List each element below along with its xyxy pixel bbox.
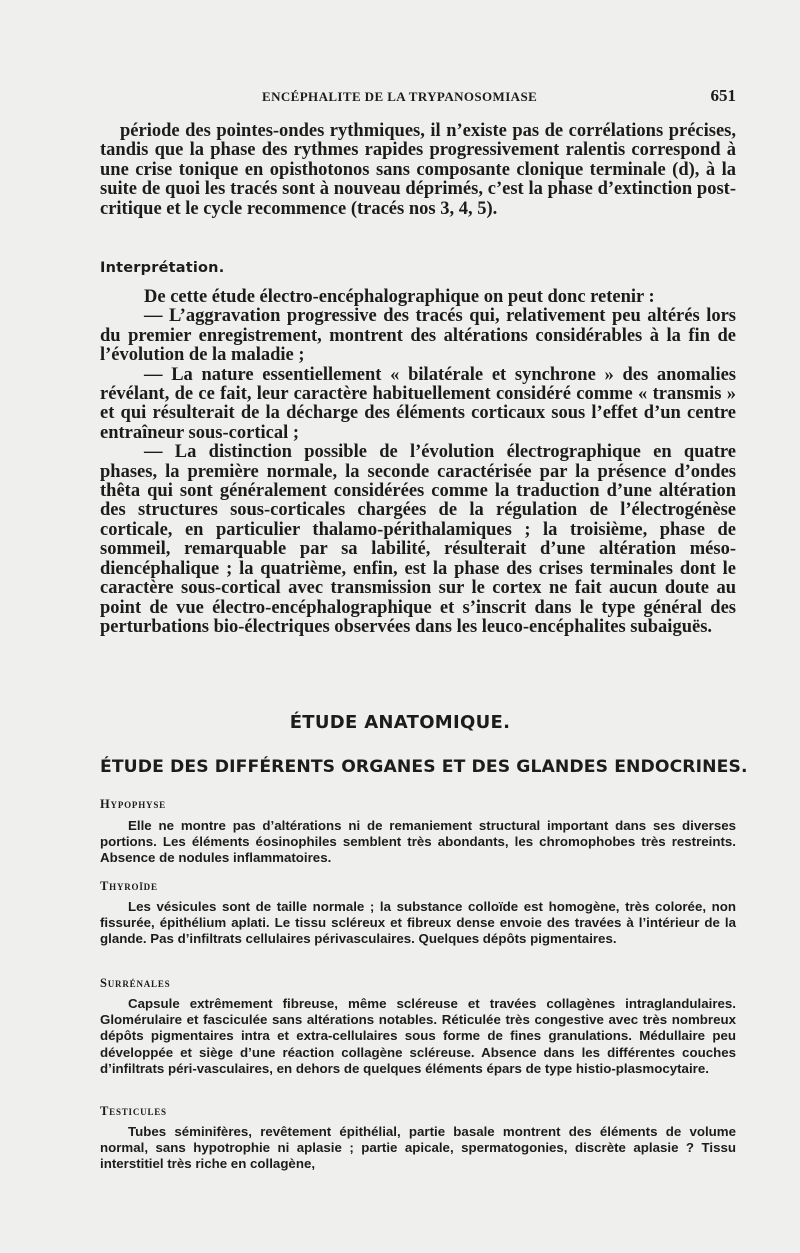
interpretation-point-1: — L’aggravation progressive des tracés qui, relativement peu altérés lors du premier enregistrement, montrent des altérations considérables à la fin de l’évolution de la maladie ; — [100, 306, 736, 366]
organ-text-testicules — [100, 1124, 736, 1173]
interpretation-point-2: — La nature essentiellement « bilatérale et synchrone » des anomalies révélant, de ce fait, leur caractère habituellement considéré comme « transmis » et qui résulterait de la décharge des éléments corticaux sous l’effet d’un centre entraîneur sous-cortical ; — [100, 364, 736, 443]
subsection-title: ÉTUDE DES DIFFÉRENTS ORGANES ET DES GLANDES ENDOCRINES. — [100, 757, 748, 777]
section-title: ÉTUDE ANATOMIQUE. — [289, 712, 511, 733]
intro-text: période des pointes-ondes rythmiques, il n’existe pas de corrélations précises, tandis que la phase des rythmes rapides progressivement ralentis correspond à une crise tonique en opisthotonos sans composante clonique terminale (d), à la suite de quoi les tracés sont à nouveau déprimés, c’est la phase d’extinction post-critique et le cycle recommence (tracés nos 3, 4, 5). — [100, 121, 736, 219]
page-number: 651 — [710, 86, 736, 105]
interpretation-lead: De cette étude électro-encéphalographique on peut donc retenir : — [144, 287, 655, 307]
organ-paragraph: Capsule extrêmement fibreuse, même scléreuse et travées collagènes intraglandulaires. Glomérulaire et fasciculée sans altérations notables. Réticulée très congestive avec très nombreux dépôts pigmentaires intra et extra-cellulaires sous forme de fines granulations. Médullaire peu développée et siège d’une réaction collagène scléreuse. Absence dans les différentes couches d’infiltrats péri-vasculaires, en dehors de quelques éléments épars de type histio-plasmocytaire. — [100, 996, 736, 1076]
intro-paragraph — [100, 122, 736, 219]
organ-paragraph: Tubes séminifères, revêtement épithélial, partie basale montrent des éléments de volume normal, sans hypotrophie ni aplasie ; partie apicale, spermatogonies, discrète aplasie ? Tissu interstitiel très riche en collagène, — [100, 1124, 736, 1172]
organ-title-surrenales: Surrénales — [100, 976, 171, 990]
organ-text-thyroide — [100, 899, 736, 948]
running-title: ENCÉPHALITE DE LA TRYPANOSOMIASE — [262, 89, 538, 104]
organ-text-hypophyse — [100, 818, 736, 867]
interpretation-point-3: — La distinction possible de l’évolution électrographique en quatre phases, la première normale, la seconde caractérisée par la présence d’ondes thêta qui sont généralement considérées comme la traduction d’une altération des structures sous-corticales chargées de la régulation de l’électrogénèse corticale, en particulier thalamo-périthalamiques ; la troisième, phase de sommeil, remarquable par sa labilité, résulterait d’une altération méso-diencéphalique ; la quatrième, enfin, est la phase des crises terminales dont le caractère sous-cortical avec transmission sur le cortex ne fait aucun doute au point de vue électro-encéphalographique et s’inscrit dans le type général des perturbations bio-électriques observées dans les leuco-encéphalites subaiguës. — [100, 442, 736, 637]
organ-title-hypophyse: Hypophyse — [100, 797, 166, 811]
interpretation-body — [100, 288, 736, 637]
organ-text-surrenales — [100, 996, 736, 1077]
organ-paragraph: Les vésicules sont de taille normale ; la substance colloïde est homogène, très colorée, non fissurée, épithélium aplati. Le tissu scléreux et fibreux dense envoie des travées à l’intérieur de la glande. Pas d’infiltrats cellulaires périvasculaires. Quelques dépôts pigmentaires. — [100, 899, 736, 947]
running-head — [100, 86, 740, 108]
organ-paragraph: Elle ne montre pas d’altérations ni de remaniement structural important dans ses diverses portions. Les éléments éosinophiles semblent très abondants, les chromophobes très restreints. Absence de nodules inflammatoires. — [100, 818, 736, 866]
organ-title-testicules: Testicules — [100, 1104, 167, 1118]
interpretation-heading: Interprétation. — [100, 260, 225, 276]
organ-title-thyroide: Thyroïde — [100, 879, 158, 893]
